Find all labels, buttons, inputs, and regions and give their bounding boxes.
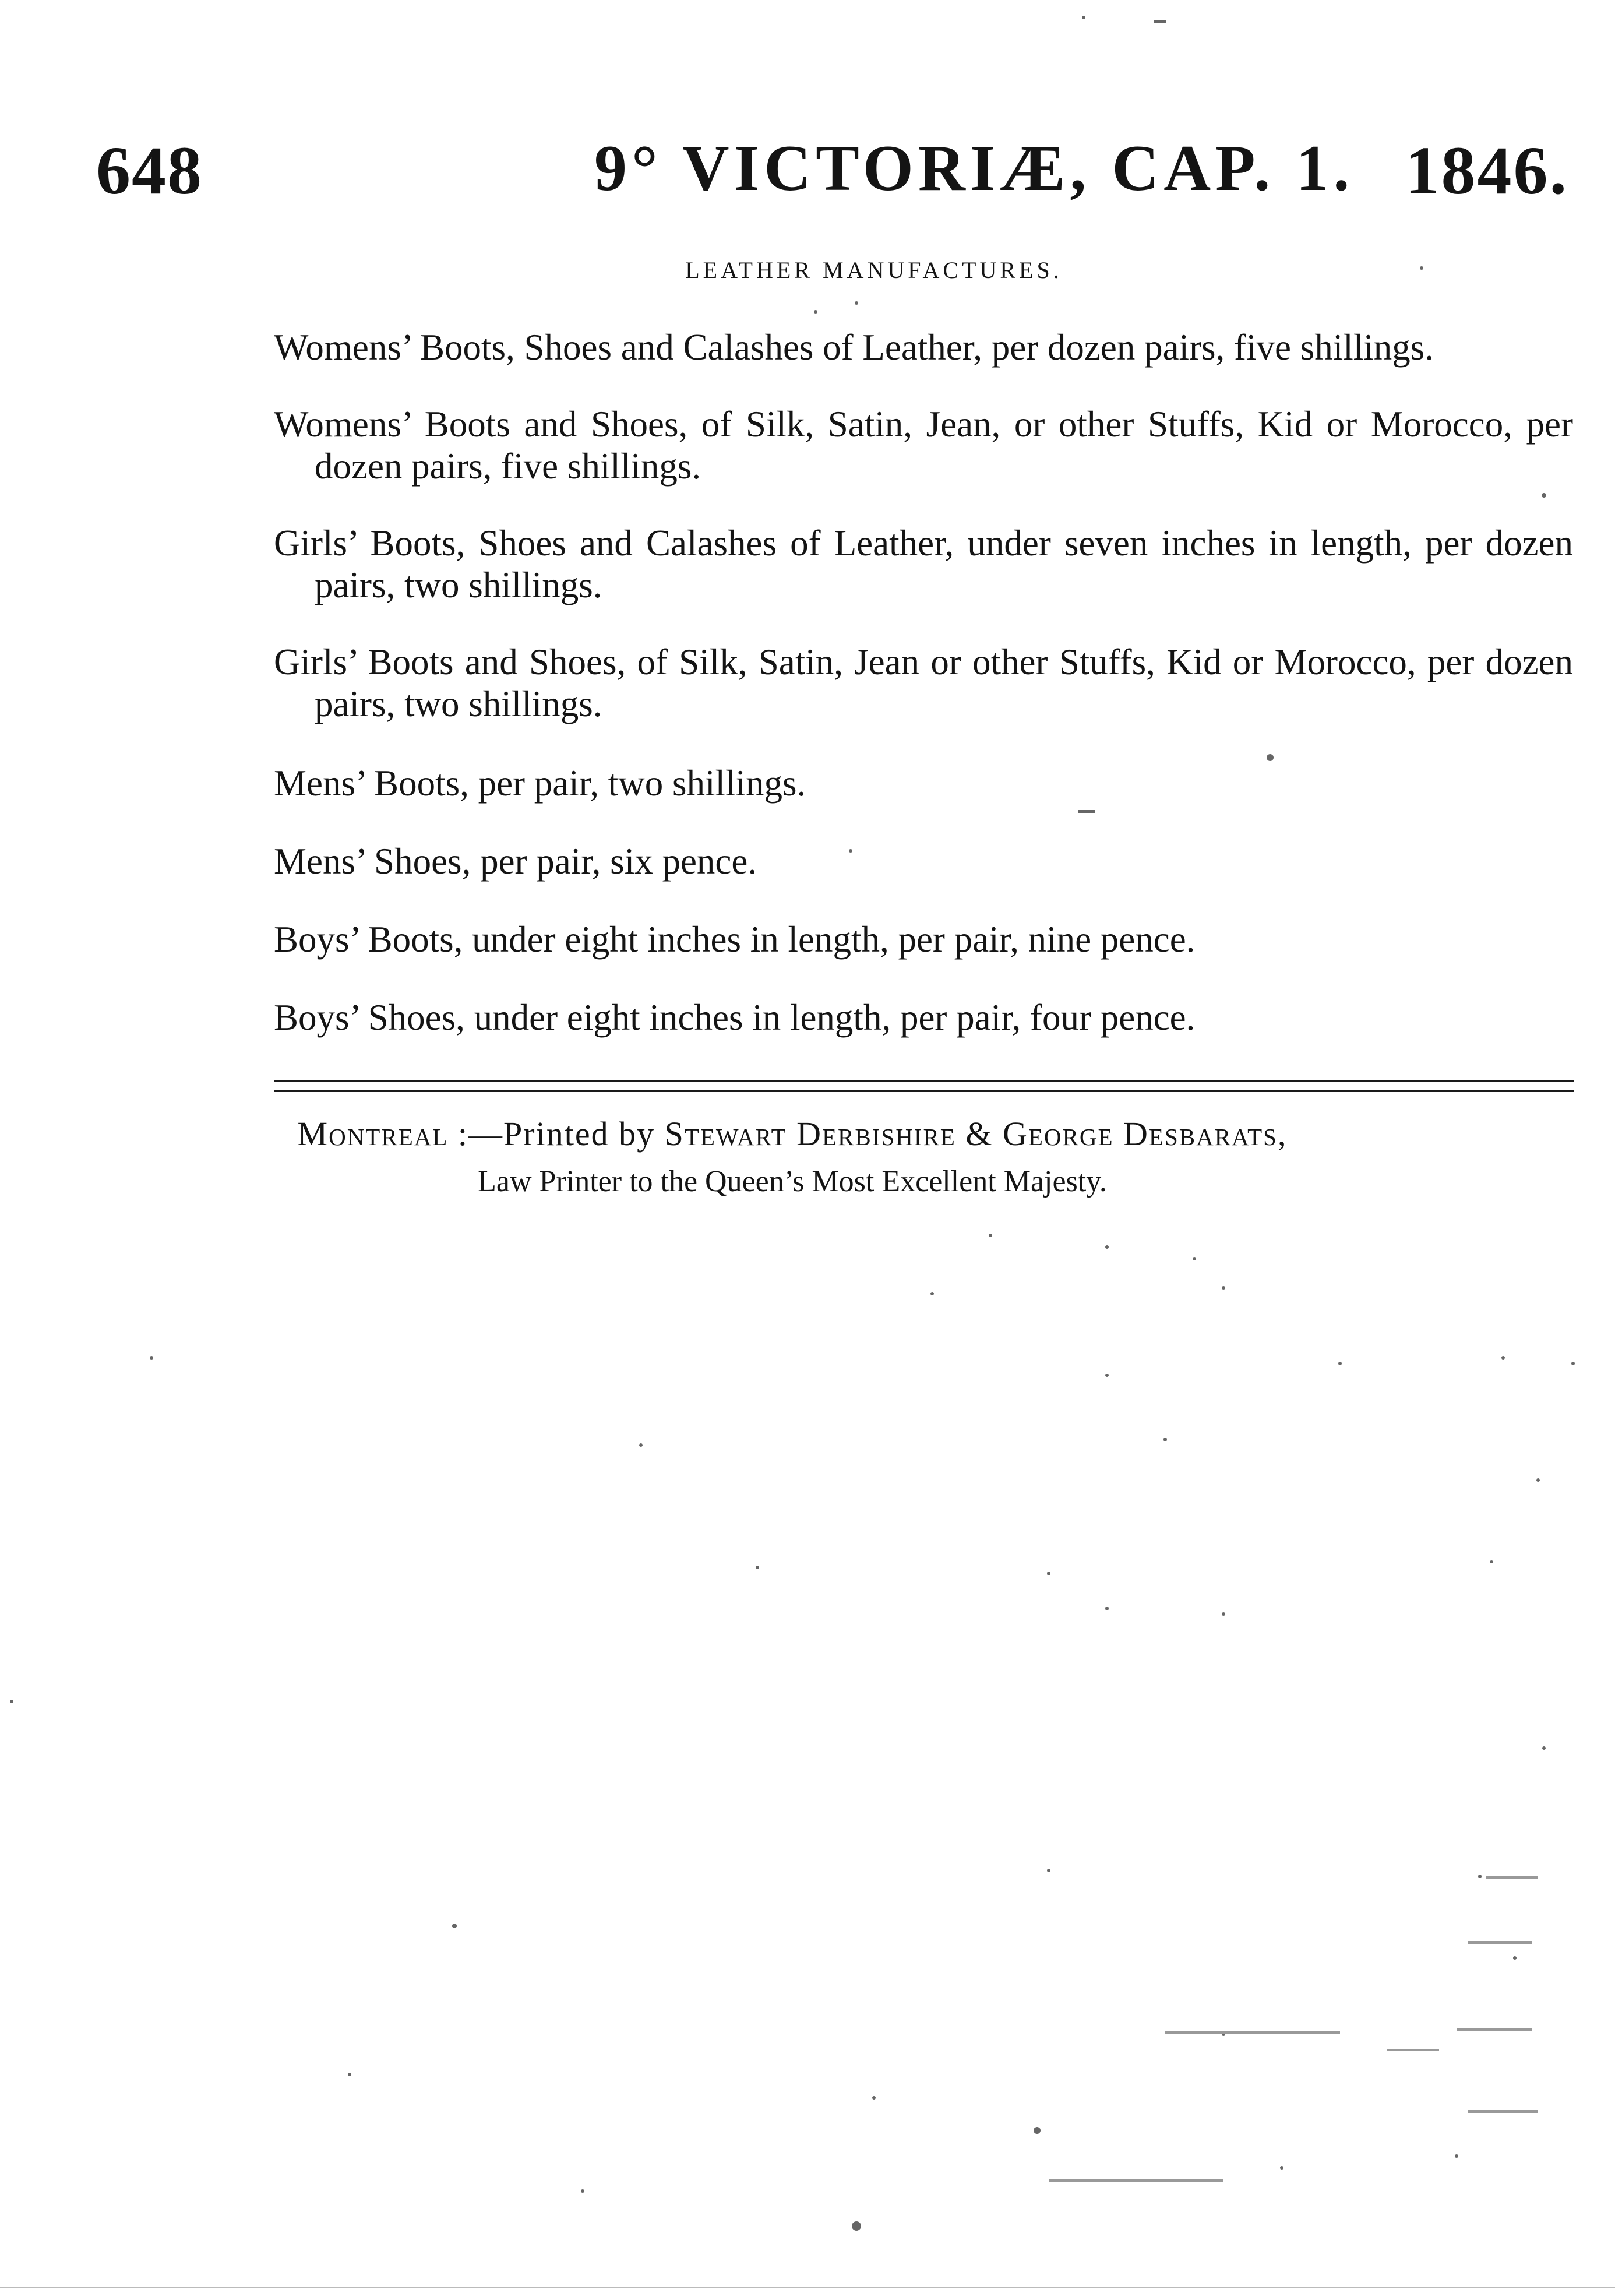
double-rule (274, 1080, 1574, 1092)
list-item: Mens’ Boots, per pair, two shillings. (274, 763, 806, 804)
list-item: Boys’ Boots, under eight inches in length, per pair, nine pence. (274, 919, 1196, 960)
list-item: Boys’ Shoes, under eight inches in length, per pair, four pence. (274, 997, 1196, 1038)
imprint-line (0, 1114, 1585, 1153)
list-item: Womens’ Boots and Shoes, of Silk, Satin, Jean, or other Stuffs, Kid or Morocco, per dozen pairs, five shillings. (274, 404, 1573, 487)
year: 1846. (1405, 132, 1568, 209)
imprint-subline: Law Printer to the Queen’s Most Excellent Majesty. (478, 1165, 1107, 1198)
page-number: 648 (96, 132, 203, 209)
list-item: Girls’ Boots, Shoes and Calashes of Leather, under seven inches in length, per dozen pairs, two shillings. (274, 523, 1573, 605)
running-title: 9° VICTORIÆ, CAP. 1. (594, 132, 1355, 205)
imprint-printed-by: :—Printed by (457, 1115, 655, 1153)
imprint-printer-2: George Desbarats, (1002, 1115, 1288, 1153)
list-item: Girls’ Boots and Shoes, of Silk, Satin, Jean or other Stuffs, Kid or Morocco, per dozen pairs, two shillings. (274, 642, 1573, 724)
tariff-list (274, 326, 1573, 1038)
list-item: Womens’ Boots, Shoes and Calashes of Leather, per dozen pairs, five shillings. (274, 327, 1434, 368)
imprint-printer-1: Stewart Derbishire (664, 1115, 956, 1153)
imprint-ampersand: & (965, 1115, 993, 1153)
section-heading: LEATHER MANUFACTURES. (685, 257, 1063, 283)
list-item: Mens’ Shoes, per pair, six pence. (274, 841, 757, 882)
imprint-place: Montreal (297, 1115, 449, 1153)
running-header (0, 131, 1615, 213)
